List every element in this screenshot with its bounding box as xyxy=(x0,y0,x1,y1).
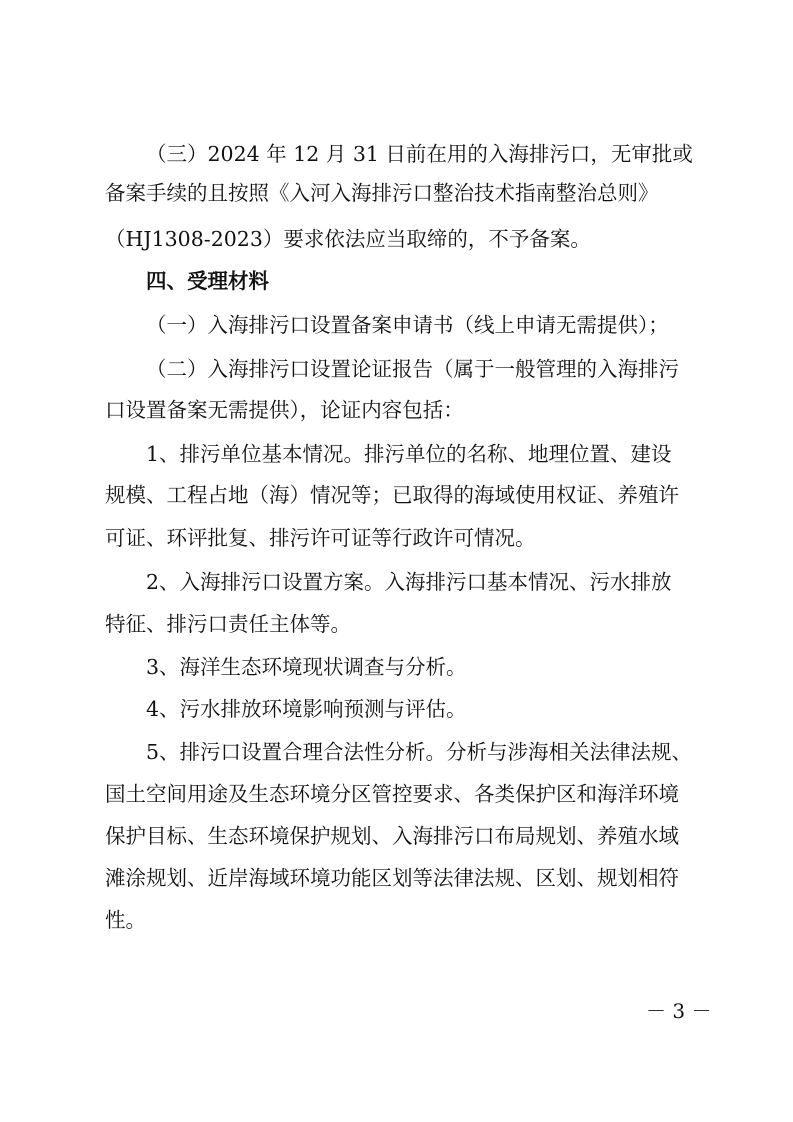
paragraph-line xyxy=(0,818,793,854)
paragraph-line xyxy=(0,520,793,556)
text-line: 特征、排污口责任主体等。 xyxy=(105,612,351,636)
paragraph-line xyxy=(0,136,793,172)
page-number: － 3 － xyxy=(646,999,712,1023)
paragraph-line xyxy=(0,776,793,812)
paragraph-line xyxy=(0,606,793,642)
paragraph-line xyxy=(0,175,793,211)
paragraph-line xyxy=(0,734,793,770)
text-line: 1、排污单位基本情况。排污单位的名称、地理位置、建设 xyxy=(146,442,672,466)
paragraph-line xyxy=(0,564,793,600)
text-line: （一）入海排污口设置备案申请书（线上申请无需提供）； xyxy=(146,313,669,337)
paragraph-line xyxy=(0,860,793,896)
paragraph-line xyxy=(0,902,793,938)
text-line: 3、海洋生态环境现状调查与分析。 xyxy=(146,655,467,679)
text-line: 备案手续的且按照《入河入海排污口整治技术指南整治总则》 xyxy=(105,181,659,205)
text-line: （二）入海排污口设置论证报告（属于一般管理的入海排污 xyxy=(146,357,679,381)
text-line: 规模、工程占地（海）情况等；已取得的海域使用权证、养殖许 xyxy=(105,483,679,507)
text-line: 口设置备案无需提供），论证内容包括： xyxy=(105,398,464,422)
section-heading xyxy=(0,263,793,299)
paragraph-line xyxy=(0,477,793,513)
paragraph-line xyxy=(0,221,793,257)
text-line: 国土空间用途及生态环境分区管控要求、各类保护区和海洋环境 xyxy=(105,782,679,806)
paragraph-line xyxy=(0,436,793,472)
text-line: （三）2024 年 12 月 31 日前在用的入海排污口，无审批或 xyxy=(146,142,693,166)
text-line: 2、入海排污口设置方案。入海排污口基本情况、污水排放 xyxy=(146,570,672,594)
text-line: 性。 xyxy=(105,908,146,932)
text-line: （HJ1308-2023）要求依法应当取缔的，不予备案。 xyxy=(105,227,591,251)
paragraph-line xyxy=(0,307,793,343)
paragraph-line xyxy=(0,351,793,387)
paragraph-line xyxy=(0,392,793,428)
text-line: 可证、环评批复、排污许可证等行政许可情况。 xyxy=(105,526,536,550)
paragraph-line xyxy=(0,649,793,685)
text-line: 4、污水排放环境影响预测与评估。 xyxy=(146,697,467,721)
text-line: 5、排污口设置合理合法性分析。分析与涉海相关法律法规、 xyxy=(146,740,693,764)
text-line: 保护目标、生态环境保护规划、入海排污口布局规划、养殖水域 xyxy=(105,824,679,848)
heading-text: 四、受理材料 xyxy=(146,269,269,293)
text-line: 滩涂规划、近岸海域环境功能区划等法律法规、区划、规划相符 xyxy=(105,866,679,890)
paragraph-line xyxy=(0,691,793,727)
